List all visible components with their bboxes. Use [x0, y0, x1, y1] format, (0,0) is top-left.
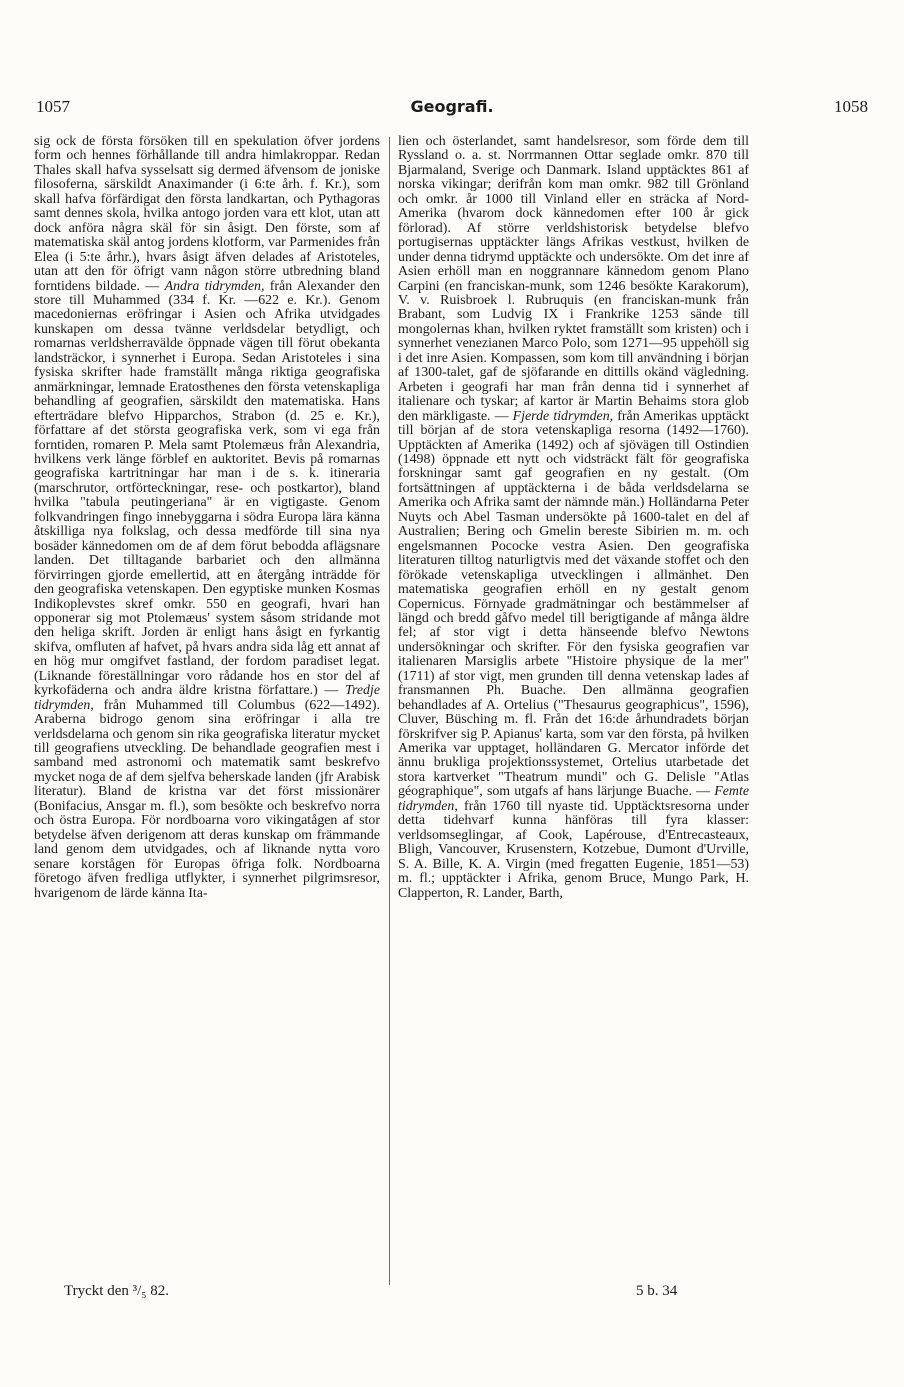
text-run: från Alexander den store till Muhammed (334 f. Kr. —622 e. Kr.). Genom macedoniernas eröfringar i Asien och Afrika utvidgades kunskapen om dessa tvänne verldsdelar betydligt, och romarnas verldsherravälde öppnade vägen till förut obekanta landsträckor, i synnerhet i Europa. Sedan Aristoteles i sina fysiska skrifter hade framställt många riktiga geografiska anmärkningar, lemnade Eratosthenes den första vetenskapliga behandling af geografien, särskildt den matematiska. Hans efterträdare blefvo Hipparchos, Strabon (d. 25 e. Kr.), författare af det största geografiska verk, som vi ega från forntiden, romaren P. Mela samt Ptolemæus från Alexandria, hvilkens verk länge förblef en auktoritet. Bevis på romarnas geografiska kartritningar har man i de s. k. itineraria (marschrutor, ortförteckningar, rese- och postkartor), bland hvilka "tabula peutingeriana" är en vigtigaste. Genom folkvandringen fingo innebyggarna i södra Europa lära känna åtskilliga nya folkslag, och dessa medförde till sina nya bosäder kännedomen om de af dem förut bebodda aflägsnare landen. Det tilltagande barbariet och den allmänna förvirringen gjorde emellertid, att en återgång inträdde för den geografiska vetenskapen. Den egyptiske munken Kosmas Indikoplevstes skref omkr. 550 en geografi, hvari han opponerar sig mot Ptolemæus' system såsom stridande mot den heliga skrift. Jorden är enligt hans åsigt en fyrkantig skifva, omfluten af hafvet, på hvars andra sida låg ett annat af en hög mur omgifvet fastland, der fordom paradiset legat. (Liknande föreställningar voro rådande hos en stor del af kyrkofäderna och andra äldre kristna författare.) —	[34, 278, 380, 699]
right-column-text	[398, 135, 749, 901]
italic-run: Fjerde tidrymden,	[512, 408, 614, 424]
print-date: Tryckt den ³/₅ 82.	[64, 1283, 170, 1299]
right-column	[398, 135, 749, 901]
text-run: från Amerikas upptäckt till början af de stora vetenskapliga resorna (1492—1760). Upptäckten af Amerika (1492) och af sjövägen till Ostindien (1498) öppnade ett nytt och vidsträckt fält för geografiska forskningar samt gaf geografien en ny gestalt. (Om fortsättningen af upptäckterna i de båda verldsdelarna se Amerika och Afrika samt der nämnde män.) Holländarna Peter Nuyts och Abel Tasman undersökte på 1600-talet en del af Australien; Bering och Gmelin bereste Sibirien m. m. och engelsmannen Pococke vestra Asien. Den geografiska literaturen tilltog naturligtvis med det växande stoffet och den förökade vetenskapliga utvecklingen i allmänhet. Den matematiska geografien erhöll en ny gestalt genom Copernicus. Förnyade gradmätningar och bestämmelser af längd och bredd gåfvo medel till berigtigande af många äldre fel; af stor vigt i detta hänseende blefvo Newtons undersökningar och skrifter. För den fysiska geografien var italienaren Marsiglis arbete "Histoire physique de la mer" (1711) af stor vigt, men grunden till denna vetenskap lades af fransmannen Ph. Buache. Den allmänna geografien behandlades af A. Ortelius ("Thesaurus geographicus", 1596), Cluver, Büsching m. fl. Från det 16:de århundradets början förskrifver sig P. Apianus' karta, som var den första, på hvilken Amerika var upptaget, holländaren G. Mercator införde det ännu brukliga projektionssystemet, Ortelius utarbetade det stora kartverket "Theatrum mundi" och G. Delisle "Atlas géographique", som utgafs af hans lärjunge Buache. —	[398, 408, 749, 800]
italic-run: Tredje tidrymden,	[34, 683, 380, 713]
italic-run: Andra tidrymden,	[164, 278, 265, 294]
page-number-right: 1058	[834, 97, 868, 116]
page-number-left: 1057	[36, 97, 70, 116]
left-column-text	[34, 135, 380, 901]
italic-run: Femte tidrymden,	[398, 784, 749, 814]
running-title: Geografi.	[410, 97, 494, 116]
text-run: från Muhammed till Columbus (622—1492). Araberna bidrogo genom sina eröfringar i alla tre verldsdelarna och genom sin rika geografiska literatur mycket till geografiens utveckling. De behandlade geografien mest i samband med astronomi och matematik samt beskrefvo mycket noga de af dem sjelfva beherskade landen (jfr Arabisk literatur). Bland de kristna var det först missionärer (Bonifacius, Ansgar m. fl.), som besökte och beskrefvo norra och östra Europa. För nordboarna voro vikingatågen af stor betydelse äfven derigenom att deras kunskap om främmande land genom dem utvidgades, och af liknande nytta voro senare korstågen för Europas öfriga folk. Nordboarna företogo äfven fredliga utflykter, i synnerhet pilgrimsresor, hvarigenom de lärde känna Ita-	[34, 697, 380, 901]
left-column	[34, 135, 380, 901]
column-divider	[389, 137, 390, 1285]
text-run: lien och österlandet, samt handelsresor, som förde dem till Ryssland o. a. st. Norrmannen Ottar seglade omkr. 870 till Bjarmaland, Sverige och Danmark. Island upptäcktes 861 af norska vikingar; derifrån kom man omkr. 982 till Grönland och omkr. år 1000 till Vinland eller en sträcka af Nord-Amerika (hvarom dock kännedomen efter 100 år gick förlorad). Af större verldshistorisk betydelse blefvo portugisernas upptäckter längs Afrikas vestkust, hvilken de under denna tidrymd upptäckte och undersökte. Om det inre af Asien erhöll man en noggrannare kännedom genom Plano Carpini (en franciskan-munk, som 1246 besökte Karakorum), V. v. Ruisbroek l. Rubruquis (en franciskan-munk från Brabant, som Ludvig IX i Frankrike 1253 sände till mongolernas khan, hvilken ryktet framställt som kristen) och i synnerhet venezianen Marco Polo, som 1271—95 uppehöll sig i det inre Asien. Kompassen, som kom till användning i början af 1300-talet, gaf de sjöfarande en dittills okänd vägledning. Arbeten i geografi har man från denna tid i synnerhet af italienare och tyskar; af kartor är Martin Behaims stora glob den märkligaste. —	[398, 134, 749, 424]
text-run: från 1760 till nyaste tid. Upptäcktsresorna under detta tidehvarf kunna hänföras till fyra klasser: verldsomseglingar, af Cook, Lapérouse, d'Entrecasteaux, Bligh, Vancouver, Krusenstern, Kotzebue, Dumont d'Urville, S. A. Bille, K. A. Virgin (med fregatten Eugenie, 1851—53) m. fl.; upptäckter i Afrika, genom Bruce, Mungo Park, H. Clapperton, R. Lander, Barth,	[398, 798, 749, 901]
page-header	[36, 97, 868, 125]
sheet-signature: 5 b. 34	[636, 1283, 678, 1299]
text-run: sig ock de första försöken till en spekulation öfver jordens form och hennes förhållande till andra himlakroppar. Redan Thales skall hafva sysselsatt sig dermed äfvensom de joniske filosoferna, särskildt Anaximander (i 6:te årh. f. Kr.), som skall hafva förfärdigat den första landkartan, och Pythagoras samt dennes skola, hvilka antogo jorden vara ett klot, utan att dock anföra några skäl för sin åsigt. Den förste, som af matematiska skäl antog jordens klotform, var Parmenides från Elea (i 5:te århr.), hvars åsigt äfven delades af Aristoteles, utan att den för öfrigt vann någon större utbredning bland forntidens bildade. —	[34, 134, 380, 294]
